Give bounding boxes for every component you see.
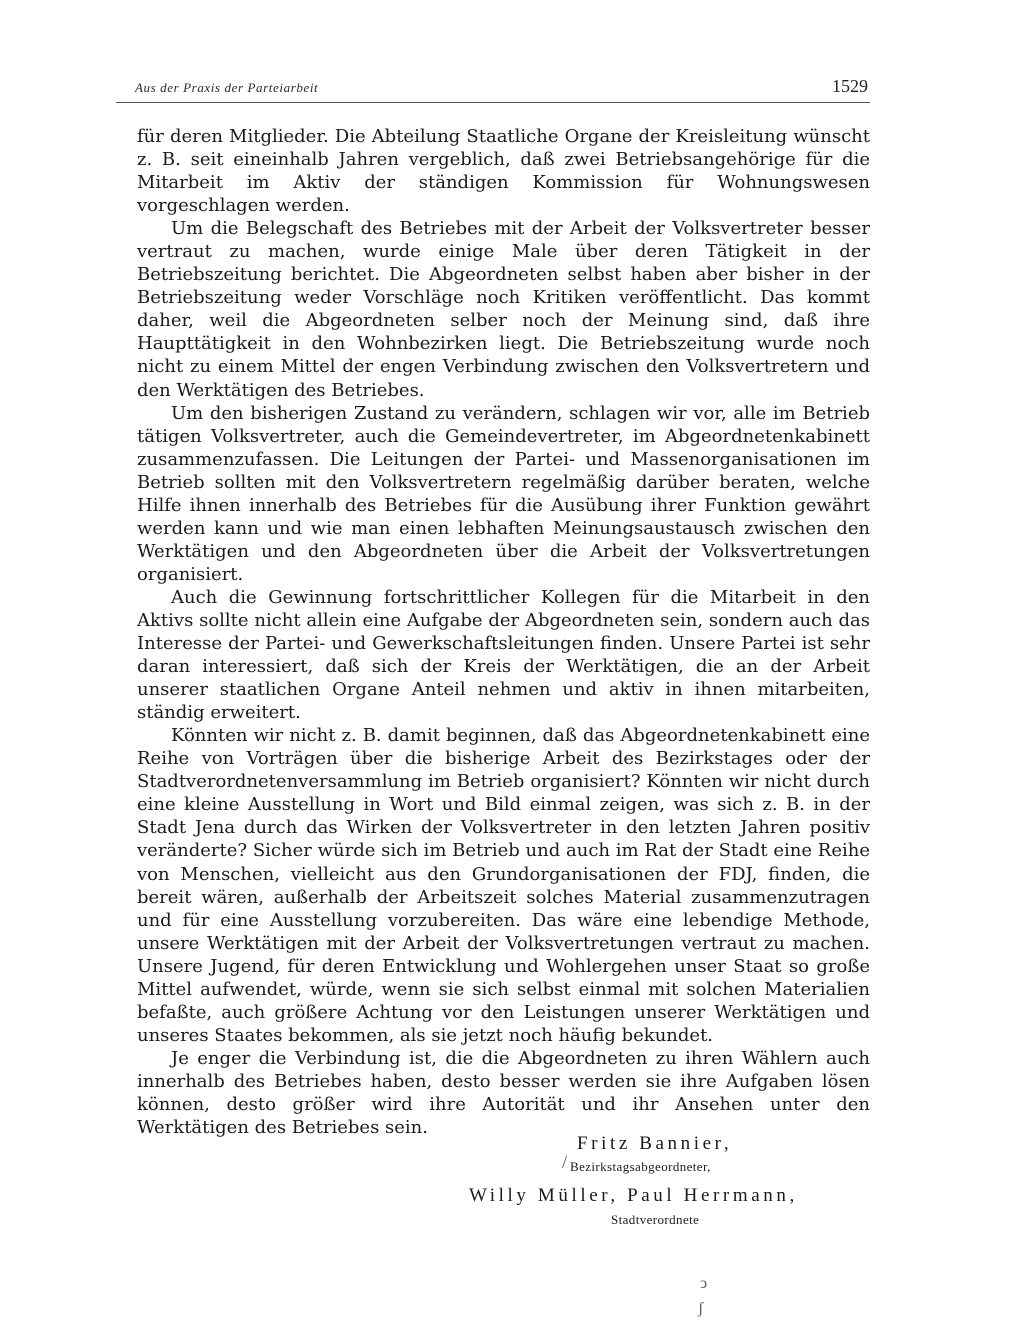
running-header [135, 78, 868, 102]
page-number: 1529 [832, 76, 868, 96]
stray-mark: ͻ [700, 1275, 708, 1292]
margin-mark: / [562, 1152, 568, 1172]
paragraph: für deren Mitglieder. Die Abteilung Staatliche Organe der Kreisleitung wünscht z. B. seit eineinhalb Jahren vergeblich, daß zwei Betriebsangehörige für die Mitarbeit im Aktiv der ständigen Kommission für Wohnungswesen vorgeschlagen werden. [137, 126, 870, 217]
paragraph: Je enger die Verbindung ist, die die Abgeordneten zu ihren Wählern auch innerhalb des Betriebes haben, desto besser werden sie ihre Aufgaben lösen können, desto größer wird ihre Autorität und ihr Ansehen unter den Werktätigen des Betriebes sein. [137, 1047, 870, 1139]
article-body [137, 125, 870, 1139]
signature-role-stadtverordnete: Stadtverordnete [611, 1212, 700, 1227]
paragraph: Könnten wir nicht z. B. damit beginnen, daß das Abgeordnetenkabinett eine Reihe von Vorträgen über die bisherige Arbeit des Bezirkstages oder der Stadtverordnetenversammlung im Betrieb organisiert? Könnten wir nicht durch eine kleine Ausstellung in Wort und Bild einmal zeigen, was sich z. B. in der Stadt Jena durch das Wirken der Volksvertreter in den letzten Jahren positiv veränderte? Sicher würde sich im Betrieb und auch im Rat der Stadt eine Reihe von Menschen, vielleicht aus den Grundorganisationen der FDJ, finden, die bereit wären, außerhalb der Arbeitszeit solches Material zusammenzutragen und für eine Ausstellung vorzubereiten. Das wäre eine lebendige Methode, unsere Werktätigen mit der Arbeit der Volksvertretungen vertraut zu machen. Unsere Jugend, für deren Entwicklung und Wohlergehen unser Staat so große Mittel aufwendet, würde, wenn sie sich selbst einmal mit solchen Materialien befaßte, auch größere Achtung vor den Leistungen unserer Werktätigen und unseres Staates bekommen, als sie jetzt noch häufig bekundet. [137, 725, 870, 1046]
header-rule [116, 102, 870, 103]
stray-mark: ʃ [698, 1300, 704, 1317]
signature-names-mueller-herrmann: Willy Müller, Paul Herrmann, [469, 1185, 798, 1206]
signature-role-bezirkstag: Bezirkstagsabgeordneter, [570, 1159, 711, 1174]
running-title: Aus der Praxis der Parteiarbeit [135, 80, 319, 95]
paragraph: Auch die Gewinnung fortschrittlicher Kollegen für die Mitarbeit in den Aktivs sollte nicht allein eine Aufgabe der Abgeordneten sein, sondern auch das Interesse der Partei- und Gewerkschaftsleitungen finden. Unsere Partei ist sehr daran interessiert, daß sich der Kreis der Werktätigen, die an der Arbeit unserer staatlichen Organe Anteil nehmen und aktiv in ihnen mitarbeiten, ständig erweitert. [137, 586, 870, 724]
paragraph: Um die Belegschaft des Betriebes mit der Arbeit der Volksvertreter besser vertraut zu machen, wurde einige Male über deren Tätigkeit in der Betriebszeitung berichtet. Die Abgeordneten selbst haben aber bisher in der Betriebszeitung weder Vorschläge noch Kritiken veröffentlicht. Das kommt daher, weil die Abgeordneten selber noch der Meinung sind, daß ihre Haupttätigkeit in den Wohnbezirken liegt. Die Betriebszeitung wurde noch nicht zu einem Mittel der engen Verbindung zwischen den Volksvertretern und den Werktätigen des Betriebes. [137, 218, 870, 401]
paragraph: Um den bisherigen Zustand zu verändern, schlagen wir vor, alle im Betrieb tätigen Volksvertreter, auch die Gemeindevertreter, im Abgeordnetenkabinett zusammenzufassen. Die Leitungen der Partei- und Massenorganisationen im Betrieb sollten mit den Volksvertretern regelmäßig darüber beraten, welche Hilfe ihnen innerhalb des Betriebes für die Ausübung ihrer Funktion gewährt werden kann und wie man einen lebhaften Meinungsaustausch zwischen den Werktätigen und den Abgeordneten über die Arbeit der Volksvertretungen organisiert. [137, 402, 870, 585]
signature-name-bannier: Fritz Bannier, [577, 1133, 733, 1154]
